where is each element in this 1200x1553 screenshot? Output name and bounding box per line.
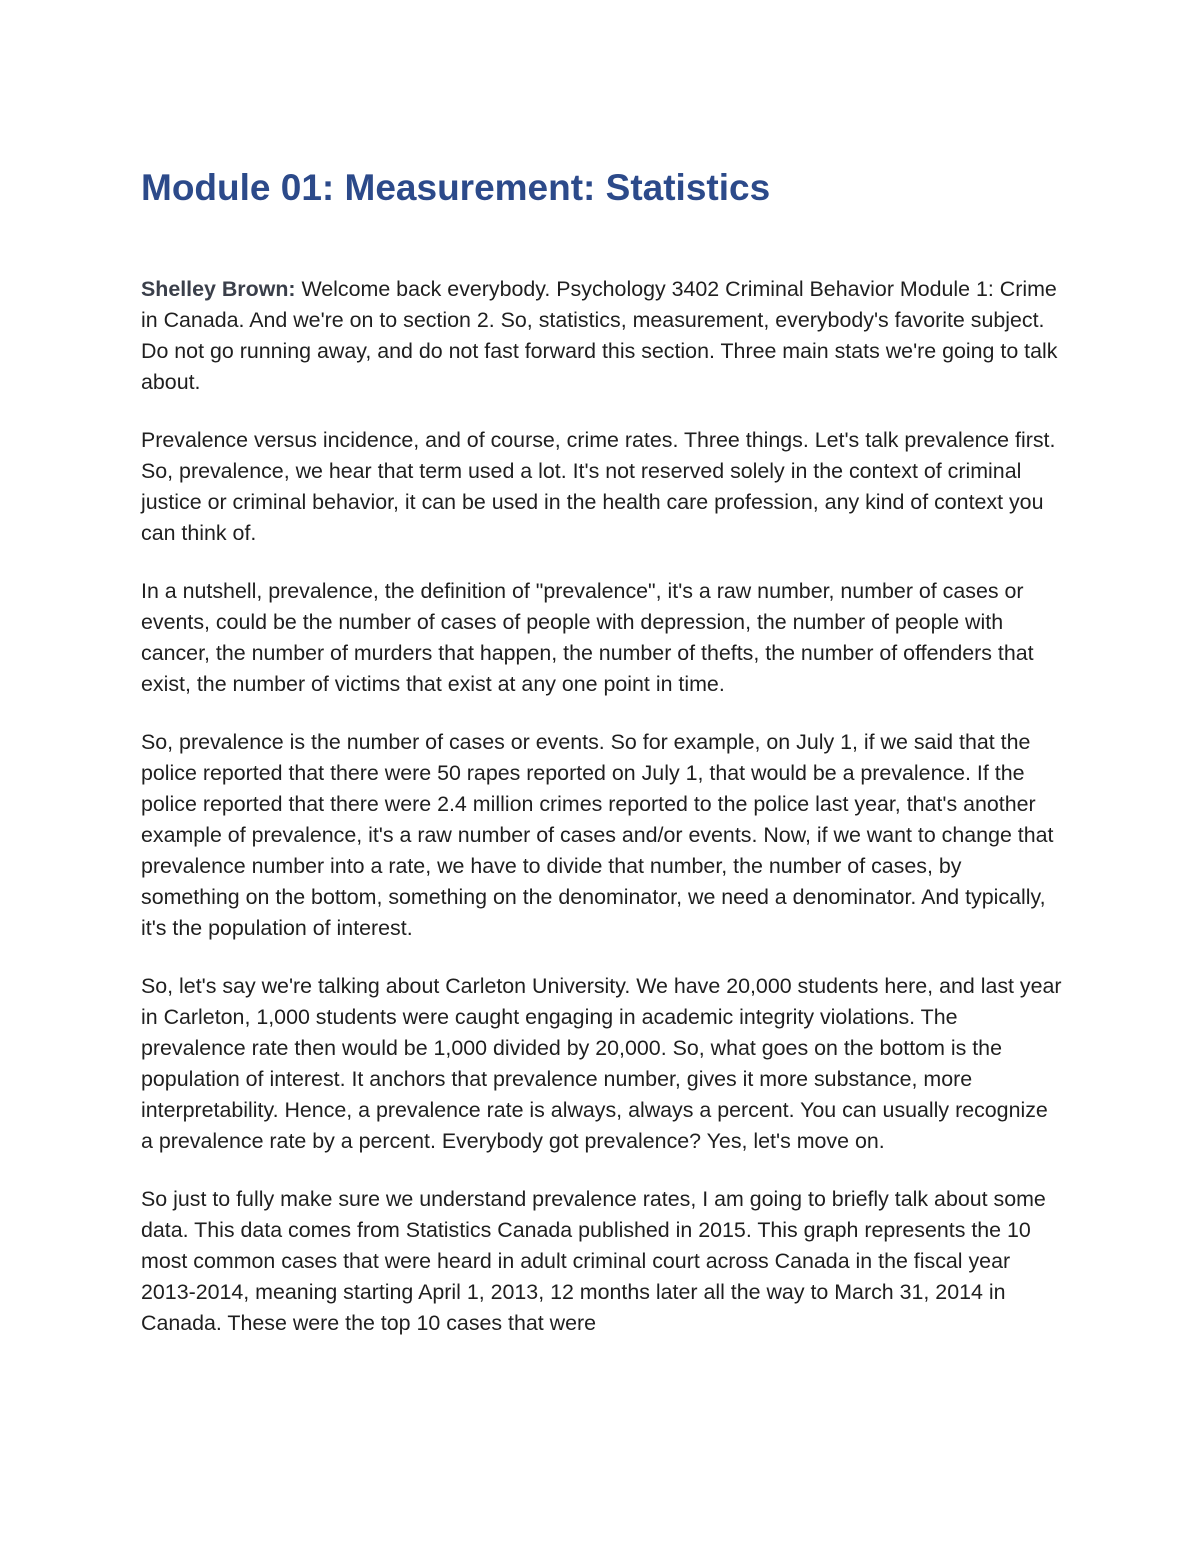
transcript-paragraph: So, prevalence is the number of cases or events. So for example, on July 1, if we said that the police reported that there were 50 rapes reported on July 1, that would be a prevalence. If the police reported that there were 2.4 million crimes reported to the police last year, that's another example of prevalence, it's a raw number of cases and/or events. Now, if we want to change that prevalence number into a rate, we have to divide that number, the number of cases, by something on the bottom, something on the denominator, we need a denominator. And typically, it's the population of interest. xyxy=(141,730,1054,940)
speaker-name: Shelley Brown: xyxy=(141,277,296,301)
transcript-paragraph: Prevalence versus incidence, and of course, crime rates. Three things. Let's talk prevalence first. So, prevalence, we hear that term used a lot. It's not reserved solely in the context of criminal justice or criminal behavior, it can be used in the health care profession, any kind of context you can think of. xyxy=(141,428,1056,545)
transcript-paragraph xyxy=(141,274,1065,398)
paragraph-text: Welcome back everybody. Psychology 3402 Criminal Behavior Module 1: Crime in Canada. And we're on to section 2. So, statistics, measurement, everybody's favorite subject. Do not go running away, and do not fast forward this section. Three main stats we're going to talk about. xyxy=(141,277,1058,394)
transcript-body xyxy=(141,274,1065,1366)
document-title: Module 01: Measurement: Statistics xyxy=(141,167,771,208)
transcript-paragraph: In a nutshell, prevalence, the definition of "prevalence", it's a raw number, number of cases or events, could be the number of cases of people with depression, the number of people with cancer, the number of murders that happen, the number of thefts, the number of offenders that exist, the number of victims that exist at any one point in time. xyxy=(141,579,1034,696)
transcript-paragraph: So just to fully make sure we understand prevalence rates, I am going to briefly talk about some data. This data comes from Statistics Canada published in 2015. This graph represents the 10 most common cases that were heard in adult criminal court across Canada in the fiscal year 2013-2014, meaning starting April 1, 2013, 12 months later all the way to March 31, 2014 in Canada. These were the top 10 cases that were xyxy=(141,1187,1046,1335)
transcript-paragraph: So, let's say we're talking about Carleton University. We have 20,000 students here, and last year in Carleton, 1,000 students were caught engaging in academic integrity violations. The prevalence rate then would be 1,000 divided by 20,000. So, what goes on the bottom is the population of interest. It anchors that prevalence number, gives it more substance, more interpretability. Hence, a prevalence rate is always, always a percent. You can usually recognize a prevalence rate by a percent. Everybody got prevalence? Yes, let's move on. xyxy=(141,974,1062,1153)
